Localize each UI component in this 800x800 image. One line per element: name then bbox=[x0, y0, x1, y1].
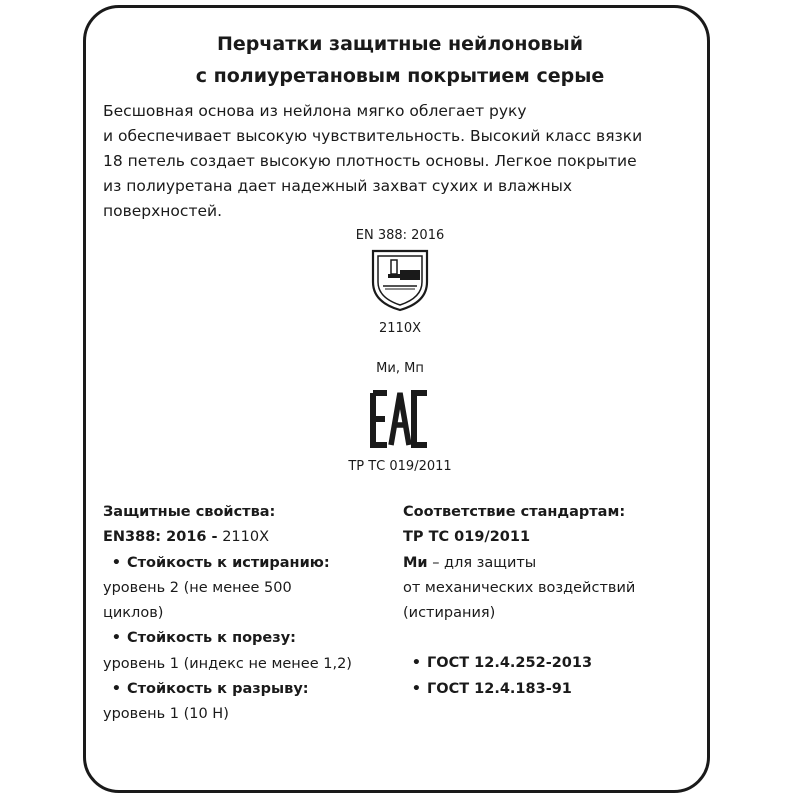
list-item bbox=[403, 651, 703, 676]
en388-rating-line bbox=[103, 525, 403, 550]
property-title: Стойкость к разрыву: bbox=[127, 681, 309, 698]
property-value: уровень 1 (индекс не менее 1,2) bbox=[103, 655, 352, 672]
bullet-icon: • bbox=[111, 554, 121, 571]
eac-logo-icon bbox=[369, 389, 431, 449]
description-line: из полиуретана дает надежный захват сухих и влажных bbox=[103, 177, 572, 195]
standard-code: ТР ТС 019/2011 bbox=[403, 529, 531, 546]
spacer bbox=[403, 626, 703, 651]
property-title: Стойкость к порезу: bbox=[127, 630, 296, 647]
mi-description: (истирания) bbox=[403, 605, 496, 622]
title-line-1: Перчатки защитные нейлоновый bbox=[216, 33, 584, 55]
en388-code: 2110X bbox=[379, 321, 421, 336]
mi-label: Ми bbox=[403, 554, 428, 571]
eac-category-label: Ми, Мп bbox=[376, 361, 424, 376]
standards-heading: Соответствие стандартам: bbox=[403, 504, 626, 520]
gost-standard: ГОСТ 12.4.183-91 bbox=[427, 680, 572, 697]
list-item bbox=[103, 551, 403, 576]
eac-standard: ТР ТС 019/2011 bbox=[348, 459, 452, 474]
standards-column bbox=[403, 500, 703, 702]
mi-line bbox=[403, 551, 703, 576]
list-item bbox=[403, 677, 703, 702]
mechanical-risks-shield-icon bbox=[370, 248, 430, 312]
description-line: 18 петель создает высокую плотность основы. Легкое покрытие bbox=[103, 152, 637, 170]
bullet-icon: • bbox=[111, 681, 121, 698]
product-title bbox=[0, 28, 800, 92]
description-line: и обеспечивает высокую чувствительность. Высокий класс вязки bbox=[103, 127, 643, 145]
title-line-2: с полиуретановым покрытием серые bbox=[195, 65, 605, 87]
gost-standard: ГОСТ 12.4.252-2013 bbox=[427, 655, 593, 672]
product-description bbox=[103, 99, 703, 224]
description-line: Бесшовная основа из нейлона мягко облегает руку bbox=[103, 102, 527, 120]
mi-text: – для защиты bbox=[427, 554, 537, 571]
mi-description: от механических воздействий bbox=[403, 579, 636, 596]
property-title: Стойкость к истиранию: bbox=[127, 554, 330, 571]
bullet-icon: • bbox=[111, 630, 121, 647]
en388-label: EN 388: 2016 bbox=[355, 228, 445, 243]
eac-logo-text: EAC bbox=[369, 389, 371, 390]
protective-properties-heading: Защитные свойства: bbox=[103, 504, 276, 520]
property-value: уровень 1 (10 Н) bbox=[103, 706, 229, 723]
list-item bbox=[103, 677, 403, 702]
bullet-icon: • bbox=[411, 655, 421, 672]
en388-rating-prefix: EN388: 2016 - bbox=[103, 529, 218, 546]
property-value: циклов) bbox=[103, 605, 164, 622]
bullet-icon: • bbox=[411, 680, 421, 697]
protective-properties-column bbox=[103, 500, 403, 728]
en388-rating-value: 2110X bbox=[222, 529, 270, 546]
description-line: поверхностей. bbox=[103, 202, 223, 220]
property-value: уровень 2 (не менее 500 bbox=[103, 579, 292, 596]
list-item bbox=[103, 626, 403, 651]
